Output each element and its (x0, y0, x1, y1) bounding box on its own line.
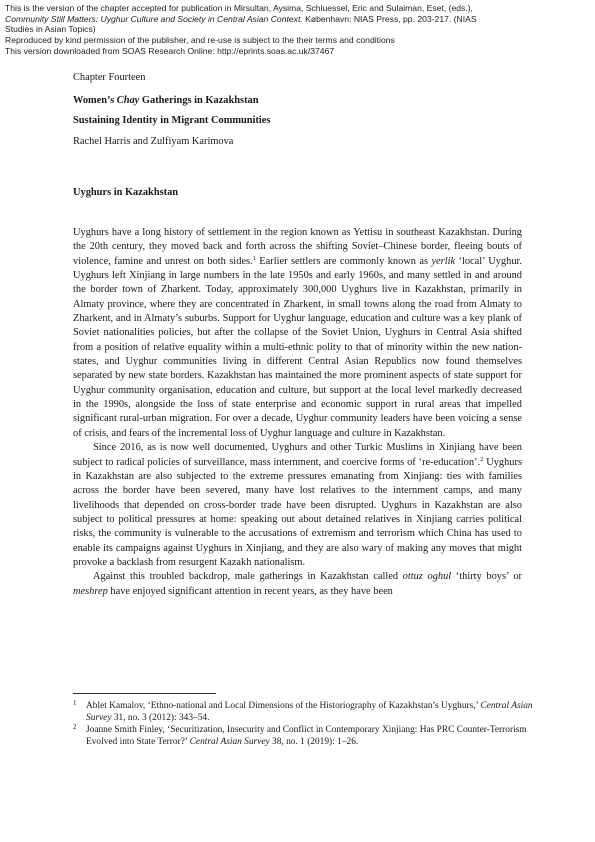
notice-line-5[interactable]: This version downloaded from SOAS Research Online: http://eprints.soas.ac.uk/37467 (5, 45, 335, 56)
chapter-title-part: Women’s (73, 95, 117, 106)
text-run: Since 2016, as is now well documented, Uyghurs and other Turkic Muslims in Xinjiang have been subject to radical policies of surveillance, mass internment, and coercive forms of ‘re-education’. (73, 442, 522, 468)
footnote-text: Joanne Smith Finley, ‘Securitization, Insecurity and Conflict in Contemporary Xinjiang: Has PRC Counter-Terrorism Evolved into State Terror?’ (86, 725, 527, 747)
text-run: Against this troubled backdrop, male gatherings in Kazakhstan called (93, 571, 403, 583)
repository-notice (5, 3, 590, 57)
notice-line-4: Reproduced by kind permission of the publisher, and re-use is subject to the their terms and conditions (5, 35, 395, 46)
footnote-journal: Central Asian Survey (86, 701, 533, 723)
footnotes (73, 700, 543, 748)
notice-line-3: Studies in Asian Topics) (5, 24, 96, 35)
footnote-separator (73, 693, 216, 694)
footnote-ref[interactable]: 1 (252, 254, 256, 262)
section-heading: Uyghurs in Kazakhstan (73, 187, 179, 198)
text-run: have enjoyed significant attention in recent years, as they have been (107, 585, 393, 597)
footnote-text: 38, no. 1 (2019): 1–26. (269, 737, 359, 747)
notice-line-2 (5, 14, 590, 25)
term-italic: meshrep (73, 585, 108, 597)
text-run: ‘thirty boys’ or (451, 571, 522, 583)
text-run: Earlier settlers are commonly known as (255, 255, 432, 267)
footnote-2: 2 Joanne Smith Finley, ‘Securitization, Insecurity and Conflict in Contemporary Xinjiang: Has PRC Counter-Terrorism Evolved into State Terror?’ Central Asian Survey 38, no. 1 (2019): 1–26. (73, 723, 527, 747)
term-italic: ottuz oghul (402, 571, 452, 583)
paragraph-2 (73, 441, 522, 570)
chapter-title-italic: Chay (116, 95, 140, 106)
publisher-info: København: NIAS Press, pp. 203-217. (NIAS (302, 13, 477, 24)
footnote-journal: Central Asian Survey (189, 737, 270, 747)
chapter-title (73, 95, 259, 106)
paragraph-1 (73, 226, 522, 441)
footnote-1: 1 Ablet Kamalov, ‘Ethno-national and Local Dimensions of the Historiography of Kazakhstan’s Uyghurs,’ Central Asian Survey 31, no. 3 (2012): 343–54. (73, 699, 533, 723)
book-title: Community Still Matters: Uyghur Culture and Society in Central Asian Context. (5, 13, 303, 24)
footnote-ref[interactable]: 2 (480, 455, 484, 463)
chapter-title-part: Gatherings in Kazakhstan (139, 95, 259, 106)
text-run: Uyghurs in Kazakhstan are also subjected to the extreme pressures emanating from Xinjiang: ties with families across the border have been severed, many have lost relatives to the internment camps, and many livelihoods that depended on cross-border trade have been disrupted. Uyghurs in Kazakhstan are also subject to political pressures at home: speaking out about detained relatives in Xinjiang carries political risks, the community is vulnerable to the accusations of extremism and terrorism which China has used to enable its campaigns against Uyghurs in Xinjiang, and they are also wary of making any moves that might provoke a backlash from resurgent Kazakh nationalism. (73, 456, 523, 568)
footnote-text: Ablet Kamalov, ‘Ethno-national and Local Dimensions of the Historiography of Kazakhstan’s Uyghurs,’ (86, 701, 481, 711)
chapter-authors: Rachel Harris and Zulfiyam Karimova (73, 136, 234, 147)
notice-line-1: This is the version of the chapter accepted for publication in Mirsultan, Aysima, Schluessel, Eric and Sulaiman, Eset, (eds.), (5, 3, 473, 13)
chapter-subtitle: Sustaining Identity in Migrant Communities (73, 115, 271, 126)
chapter-number: Chapter Fourteen (73, 72, 146, 83)
term-italic: yerlik (431, 255, 456, 267)
paragraph-3 (73, 570, 522, 599)
footnote-text: 31, no. 3 (2012): 343–54. (111, 713, 210, 723)
text-run: Uyghurs have a long history of settlement in the region known as Yettisu in southeast Kazakhstan. During the 20th century, they moved back and forth across the shifting Soviet–Chinese border, fleeing bouts of violence, famine and unrest on both sides. (73, 227, 522, 267)
body-text (73, 226, 522, 599)
text-run: ‘local’ Uyghur. Uyghurs left Xinjiang in large numbers in the late 1950s and early 1960s, and many settled in and around the border town of Zharkent. Today, approximately 300,000 Uyghurs live in Kazakhstan, primarily in Almaty province, where they are concentrated in Zharkent, in small towns along the road from Almaty to Zharkent, and in Almaty’s suburbs. Support for Uyghur language, education and culture was a key plank of Soviet nationalities policies, but after the collapse of the Soviet Union, Uyghurs in Central Asia shifted from a position of relative equality within a multi-ethnic polity to that of minority within the new nation-states, and Uyghur communities living in different Central Asian Republics now found themselves separated by new state borders. Kazakhstan has maintained the more prominent aspects of state support for Uyghur community organisation, education and culture, but support at the local level markedly decreased in the 1990s, alongside the loss of state enterprise and economic support in rural areas that impelled significant rural-urban migration. For over a decade, Uyghur community leaders have been voicing a sense of crisis, and fears of the incremental loss of Uyghur language and culture in Kazakhstan. (73, 255, 522, 439)
